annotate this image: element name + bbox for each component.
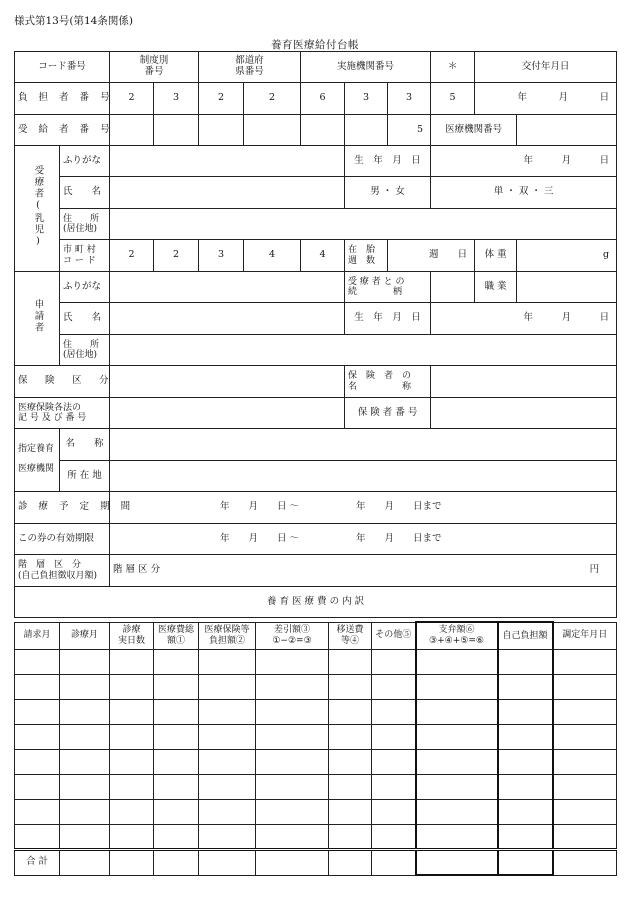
patient-furigana-label: ふりがな (60, 146, 110, 177)
page-title: 養育医療給付台帳 (271, 39, 359, 51)
applicant-name-field[interactable] (110, 303, 345, 335)
breakdown-cell[interactable] (498, 749, 553, 774)
total-cell[interactable] (110, 849, 154, 875)
breakdown-cell[interactable] (60, 749, 110, 774)
issue-date-label: 交付年月日 (475, 52, 617, 83)
insurance-category-field[interactable] (110, 366, 345, 398)
institution-number-label: 医療機関番号 (431, 115, 517, 146)
breakdown-header: 診療月 (60, 622, 110, 649)
breakdown-cell[interactable] (498, 699, 553, 724)
breakdown-cell[interactable] (154, 699, 199, 724)
breakdown-header: 診療 実日数 (110, 622, 154, 649)
muni-digit[interactable]: 4 (301, 240, 345, 272)
breakdown-cell[interactable] (256, 749, 329, 774)
breakdown-cell[interactable] (154, 749, 199, 774)
breakdown-cell[interactable] (15, 749, 60, 774)
institution-name-label: 名 称 (60, 429, 110, 461)
breakdown-row (15, 799, 617, 824)
recipient-digit[interactable] (110, 115, 154, 146)
patient-birthdate-label: 生 年 月 日 (345, 146, 431, 177)
breakdown-cell[interactable] (553, 774, 617, 799)
validity-period-field[interactable]: 年 月 日 〜 年 月 日まで (110, 524, 617, 555)
insurer-number-label: 保 険 者 番 号 (345, 398, 431, 429)
total-cell[interactable] (416, 849, 498, 875)
job-label: 職 業 (475, 272, 517, 303)
breakdown-cell[interactable] (110, 799, 154, 824)
breakdown-row (15, 749, 617, 774)
payer-digit[interactable]: 2 (199, 83, 244, 115)
breakdown-cell[interactable] (416, 699, 498, 724)
weight-field[interactable]: g (517, 240, 617, 272)
breakdown-cell[interactable] (498, 824, 553, 849)
insurance-category-label: 保 険 区 分 (15, 366, 110, 398)
multiple-birth-selector[interactable]: 単 ・ 双 ・ 三 (431, 177, 617, 209)
patient-address-label: 住 所 (居住地) (60, 209, 110, 240)
breakdown-cell[interactable] (498, 724, 553, 749)
breakdown-cell[interactable] (60, 674, 110, 699)
relation-label: 受 療 者 と の 続 柄 (345, 272, 431, 303)
issue-date-field[interactable] (475, 83, 617, 115)
system-number-label: 制度別 番号 (110, 52, 199, 83)
breakdown-cell[interactable] (329, 799, 372, 824)
breakdown-cell[interactable] (553, 674, 617, 699)
total-cell[interactable] (60, 849, 110, 875)
tier-sublabel: 階 層 区 分 (113, 564, 161, 576)
breakdown-cell[interactable] (416, 724, 498, 749)
breakdown-cell[interactable] (372, 724, 416, 749)
patient-birthdate-field[interactable]: 年 月 日 (431, 146, 617, 177)
job-field[interactable] (517, 272, 617, 303)
prefecture-number-label: 都道府 県番号 (199, 52, 301, 83)
institution-number-field[interactable] (517, 115, 617, 146)
breakdown-cell[interactable] (256, 799, 329, 824)
applicant-birthdate-label: 生 年 月 日 (345, 303, 431, 335)
breakdown-cell[interactable] (15, 774, 60, 799)
insurer-name-label: 保 険 者 の 名 称 (345, 366, 431, 398)
breakdown-cell[interactable] (110, 824, 154, 849)
breakdown-cell[interactable] (154, 799, 199, 824)
breakdown-cell[interactable] (256, 699, 329, 724)
breakdown-cell[interactable] (553, 649, 617, 674)
breakdown-table (14, 621, 617, 876)
total-cell[interactable] (256, 849, 329, 875)
tier-field[interactable] (110, 555, 617, 587)
muni-digit[interactable]: 2 (110, 240, 154, 272)
breakdown-cell[interactable] (372, 674, 416, 699)
breakdown-cell[interactable] (110, 749, 154, 774)
breakdown-cell[interactable] (329, 649, 372, 674)
applicant-group-label: 申請者 (15, 272, 60, 366)
breakdown-cell[interactable] (329, 774, 372, 799)
breakdown-cell[interactable] (329, 674, 372, 699)
validity-period-label: この券の有効期限 (15, 524, 110, 555)
breakdown-cell[interactable] (199, 824, 256, 849)
breakdown-header: 差引額③ ①−②=③ (256, 622, 329, 649)
applicant-furigana-field[interactable] (110, 272, 345, 303)
breakdown-cell[interactable] (498, 799, 553, 824)
applicant-birthdate-field[interactable]: 年 月 日 (431, 303, 617, 335)
breakdown-cell[interactable] (256, 724, 329, 749)
payer-digit[interactable]: 2 (244, 83, 301, 115)
breakdown-cell[interactable] (416, 649, 498, 674)
breakdown-cell[interactable] (15, 799, 60, 824)
breakdown-cell[interactable] (154, 649, 199, 674)
breakdown-title: 養 育 医 療 費 の 内 訳 (15, 587, 617, 618)
breakdown-cell[interactable] (60, 774, 110, 799)
breakdown-header: 調定年月日 (553, 622, 617, 649)
breakdown-cell[interactable] (329, 699, 372, 724)
breakdown-header: 支弁額⑥ ③+④+⑤=⑥ (416, 622, 498, 649)
recipient-digit[interactable] (154, 115, 199, 146)
institution-location-field[interactable] (110, 461, 617, 492)
breakdown-cell[interactable] (416, 824, 498, 849)
breakdown-row (15, 824, 617, 849)
breakdown-cell[interactable] (15, 724, 60, 749)
breakdown-header: その他⑤ (372, 622, 416, 649)
total-label: 合 計 (15, 849, 60, 875)
breakdown-cell[interactable] (60, 649, 110, 674)
breakdown-cell[interactable] (110, 674, 154, 699)
breakdown-cell[interactable] (199, 674, 256, 699)
breakdown-cell[interactable] (329, 724, 372, 749)
payer-digit[interactable]: 3 (388, 83, 431, 115)
gestation-field[interactable]: 週 日 (388, 240, 475, 272)
total-cell[interactable] (154, 849, 199, 875)
yen-label: 円 (589, 564, 600, 576)
breakdown-cell[interactable] (60, 699, 110, 724)
breakdown-row (15, 774, 617, 799)
breakdown-cell[interactable] (154, 824, 199, 849)
payer-digit[interactable]: 6 (301, 83, 345, 115)
insurance-code-label: 医療保険各法の 記 号 及 び 番 号 (15, 398, 110, 429)
breakdown-cell[interactable] (110, 774, 154, 799)
gestation-label: 在 胎 週 数 (345, 240, 388, 272)
star-mark: ＊ (431, 52, 475, 83)
breakdown-cell[interactable] (498, 774, 553, 799)
applicant-name-label: 氏 名 (60, 303, 110, 335)
breakdown-cell[interactable] (110, 649, 154, 674)
breakdown-cell[interactable] (199, 724, 256, 749)
breakdown-cell[interactable] (498, 649, 553, 674)
form-number: 様式第13号(第14条関係) (14, 15, 133, 27)
year-label: 年 (517, 92, 527, 104)
institution-group-label: 指定養育 医療機関 (15, 429, 60, 492)
recipient-digit[interactable] (199, 115, 244, 146)
breakdown-header: 医療費総 額① (154, 622, 199, 649)
institution-location-label: 所 在 地 (60, 461, 110, 492)
breakdown-cell[interactable] (372, 749, 416, 774)
ledger-table (14, 51, 617, 618)
payer-digit[interactable]: 3 (345, 83, 388, 115)
day-label: 日 (599, 92, 610, 104)
breakdown-cell[interactable] (154, 774, 199, 799)
applicant-address-field[interactable] (110, 335, 617, 366)
breakdown-cell[interactable] (154, 674, 199, 699)
patient-name-label: 氏 名 (60, 177, 110, 209)
payer-digit[interactable]: 5 (431, 83, 475, 115)
applicant-furigana-label: ふりがな (60, 272, 110, 303)
breakdown-cell[interactable] (372, 824, 416, 849)
institution-name-field[interactable] (110, 429, 617, 461)
breakdown-row (15, 674, 617, 699)
breakdown-cell[interactable] (372, 649, 416, 674)
payer-digit[interactable]: 3 (154, 83, 199, 115)
breakdown-cell[interactable] (199, 699, 256, 724)
breakdown-row (15, 724, 617, 749)
breakdown-cell[interactable] (256, 649, 329, 674)
recipient-digit[interactable] (244, 115, 301, 146)
breakdown-cell[interactable] (416, 774, 498, 799)
breakdown-cell[interactable] (416, 674, 498, 699)
breakdown-cell[interactable] (199, 649, 256, 674)
month-label: 月 (558, 92, 569, 104)
recipient-number-label: 受 給 者 番 号 (15, 115, 110, 146)
breakdown-cell[interactable] (372, 799, 416, 824)
breakdown-cell[interactable] (372, 699, 416, 724)
insurer-number-field[interactable] (431, 398, 617, 429)
recipient-digit[interactable] (345, 115, 388, 146)
total-cell[interactable] (372, 849, 416, 875)
patient-group-label: 受療者(乳児) (15, 146, 60, 272)
patient-furigana-field[interactable] (110, 146, 345, 177)
breakdown-cell[interactable] (15, 649, 60, 674)
breakdown-cell[interactable] (416, 749, 498, 774)
agency-number-label: 実施機関番号 (301, 52, 431, 83)
breakdown-cell[interactable] (553, 824, 617, 849)
recipient-digit[interactable] (301, 115, 345, 146)
relation-field[interactable] (431, 272, 475, 303)
total-cell[interactable] (329, 849, 372, 875)
muni-digit[interactable]: 3 (199, 240, 244, 272)
code-number-label: コード番号 (15, 52, 110, 83)
patient-name-field[interactable] (110, 177, 345, 209)
breakdown-cell[interactable] (15, 674, 60, 699)
breakdown-cell[interactable] (256, 824, 329, 849)
breakdown-header: 請求月 (15, 622, 60, 649)
total-cell[interactable] (553, 849, 617, 875)
breakdown-cell[interactable] (154, 724, 199, 749)
breakdown-cell[interactable] (498, 674, 553, 699)
breakdown-cell[interactable] (60, 799, 110, 824)
applicant-address-label: 住 所 (居住地) (60, 335, 110, 366)
total-cell[interactable] (498, 849, 553, 875)
tier-label: 階 層 区 分 (自己負担徴収月額) (15, 555, 110, 587)
patient-address-field[interactable] (110, 209, 617, 240)
municipality-code-label: 市 町 村 コ ー ド (60, 240, 110, 272)
breakdown-cell[interactable] (199, 749, 256, 774)
muni-digit[interactable]: 2 (154, 240, 199, 272)
treatment-period-field[interactable]: 年 月 日 〜 年 月 日まで (110, 492, 617, 524)
total-cell[interactable] (199, 849, 256, 875)
payer-number-label: 負 担 者 番 号 (15, 83, 110, 115)
insurance-code-field[interactable] (110, 398, 345, 429)
breakdown-cell[interactable] (372, 774, 416, 799)
breakdown-header: 移送費 等④ (329, 622, 372, 649)
breakdown-cell[interactable] (110, 699, 154, 724)
breakdown-cell[interactable] (15, 824, 60, 849)
weight-label: 体 重 (475, 240, 517, 272)
breakdown-cell[interactable] (199, 774, 256, 799)
treatment-period-label: 診 療 予 定 期 間 (15, 492, 110, 524)
breakdown-cell[interactable] (15, 699, 60, 724)
breakdown-cell[interactable] (110, 724, 154, 749)
recipient-digit[interactable]: 5 (388, 115, 431, 146)
breakdown-header: 医療保険等 負担額② (199, 622, 256, 649)
payer-digit[interactable]: 2 (110, 83, 154, 115)
breakdown-cell[interactable] (553, 799, 617, 824)
breakdown-row (15, 649, 617, 674)
breakdown-cell[interactable] (553, 749, 617, 774)
breakdown-cell[interactable] (60, 724, 110, 749)
breakdown-cell[interactable] (256, 674, 329, 699)
breakdown-cell[interactable] (329, 749, 372, 774)
muni-digit[interactable]: 4 (244, 240, 301, 272)
breakdown-header: 自己負担額 (498, 622, 553, 649)
breakdown-cell[interactable] (416, 799, 498, 824)
breakdown-cell[interactable] (199, 799, 256, 824)
breakdown-cell[interactable] (60, 824, 110, 849)
breakdown-cell[interactable] (329, 824, 372, 849)
breakdown-cell[interactable] (553, 699, 617, 724)
insurer-name-field[interactable] (431, 366, 617, 398)
breakdown-cell[interactable] (553, 724, 617, 749)
sex-selector[interactable]: 男 ・ 女 (345, 177, 431, 209)
breakdown-cell[interactable] (256, 774, 329, 799)
breakdown-row (15, 699, 617, 724)
